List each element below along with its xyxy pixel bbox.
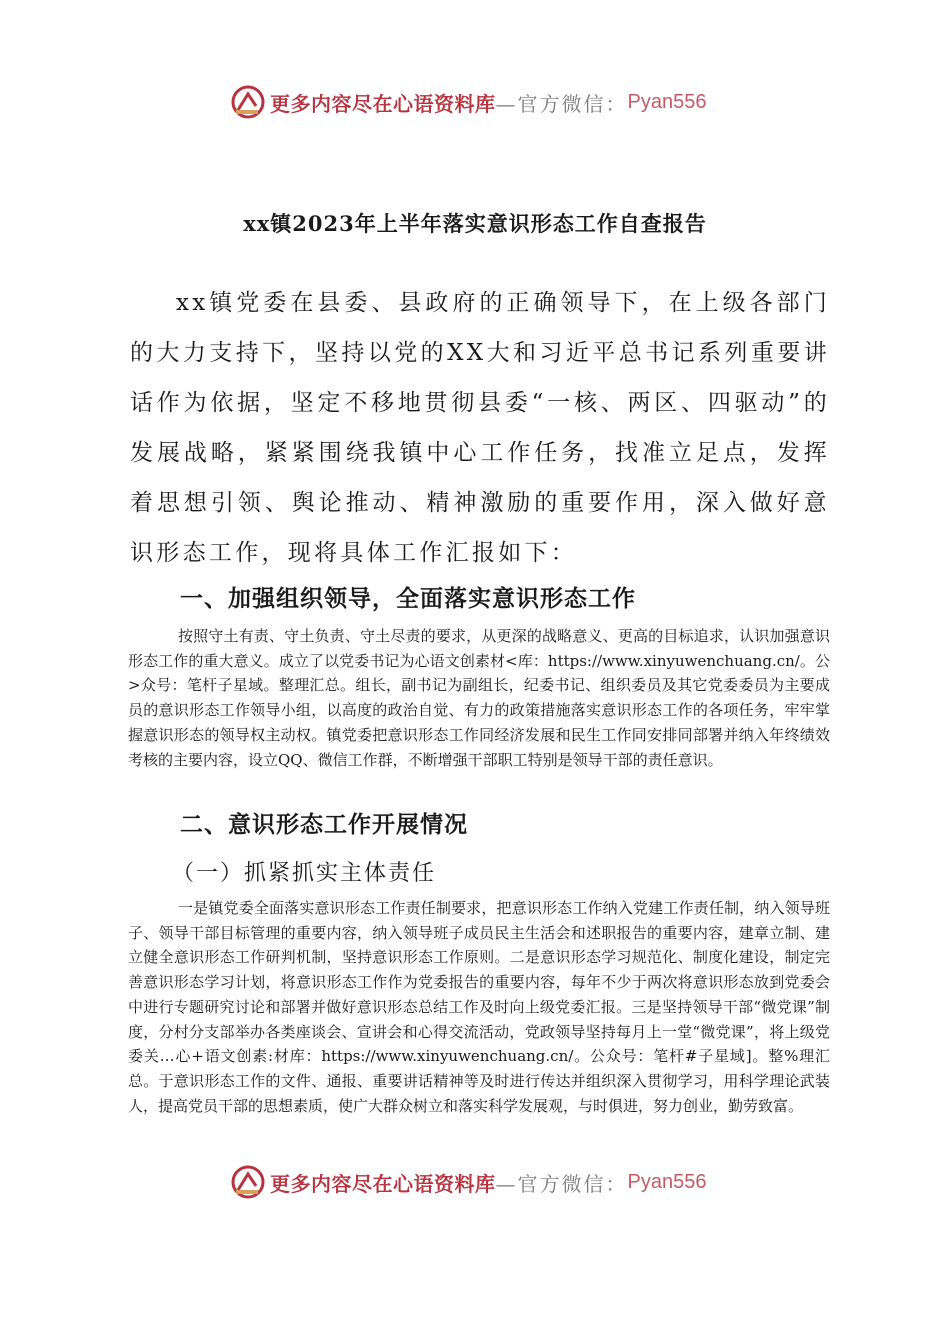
header-banner: [230, 82, 706, 122]
section-2-subheading: （一）抓紧抓实主体责任: [172, 861, 437, 886]
section-1-heading: 一、加强组织领导，全面落实意识形态工作: [180, 586, 636, 612]
brand-logo-icon: [230, 1164, 266, 1200]
section-2-heading: 二、意识形态工作开展情况: [180, 812, 468, 838]
intro-paragraph: xx镇党委在县委、县政府的正确领导下，在上级各部门的大力支持下，坚持以党的XX大和习近平总书记系列重要讲话作为依据，坚定不移地贯彻县委“一核、两区、四驱动”的发展战略，紧紧围绕我镇中心工作任务，找准立足点，发挥着思想引领、舆论推动、精神激励的重要作用，深入做好意识形态工作，现将具体工作汇报如下：: [130, 290, 830, 566]
banner-wechat-id: Pyan556: [627, 1170, 707, 1193]
banner-text-main: 更多内容尽在心语资料库: [270, 91, 496, 116]
banner-wechat-id: Pyan556: [627, 90, 707, 113]
banner-text-main: 更多内容尽在心语资料库: [270, 1171, 496, 1196]
banner-text-middle: —官方微信：: [495, 91, 628, 116]
document-title: xx镇2023年上半年落实意识形态工作自查报告: [243, 211, 707, 236]
section-2-body: 一是镇党委全面落实意识形态工作责任制要求，把意识形态工作纳入党建工作责任制，纳入领导班子、领导干部目标管理的重要内容，纳入领导班子成员民主生活会和述职报告的重要内容，建章立制、建立健全意识形态工作研判机制，坚持意识形态工作原则。二是意识形态学习规范化、制度化建设，制定完善意识形态学习计划，将意识形态工作作为党委报告的重要内容，每年不少于两次将意识形态放到党委会中进行专题研究讨论和部署并做好意识形态总结工作及时向上级党委汇报。三是坚持领导干部“微党课”制度，分村分支部举办各类座谈会、宣讲会和心得交流活动，党政领导坚持每月上一堂“微党课”，将上级党委关…心+语文创素:材库：https://www.xinyuwenchuang.cn/。公众号：笔杆#子星域]。整%理汇总。于意识形态工作的文件、通报、重要讲话精神等及时进行传达并组织深入贯彻学习，用科学理论武装人，提高党员干部的思想素质，使广大群众树立和落实科学发展观，与时俱进，努力创业，勤劳致富。: [128, 899, 830, 1115]
banner-text-middle: —官方微信：: [495, 1171, 628, 1196]
section-1-body: 按照守土有责、守土负责、守土尽责的要求，从更深的战略意义、更高的目标追求，认识加强意识形态工作的重大意义。成立了以党委书记为心语文创素材<库：https://www.xinyuwenchuang.cn/。公>众号：笔杆子星域。整理汇总。组长，副书记为副组长，纪委书记、组织委员及其它党委委员为主要成员的意识形态工作领导小组，以高度的政治自觉、有力的政策措施落实意识形态工作的各项任务，牢牢掌握意识形态的领导权主动权。镇党委把意识形态工作同经济发展和民生工作同安排同部署并纳入年终绩效考核的主要内容，设立QQ、微信工作群，不断增强干部职工特别是领导干部的责任意识。: [128, 627, 830, 769]
footer-banner: [230, 1162, 706, 1202]
brand-logo-icon: [230, 84, 266, 120]
